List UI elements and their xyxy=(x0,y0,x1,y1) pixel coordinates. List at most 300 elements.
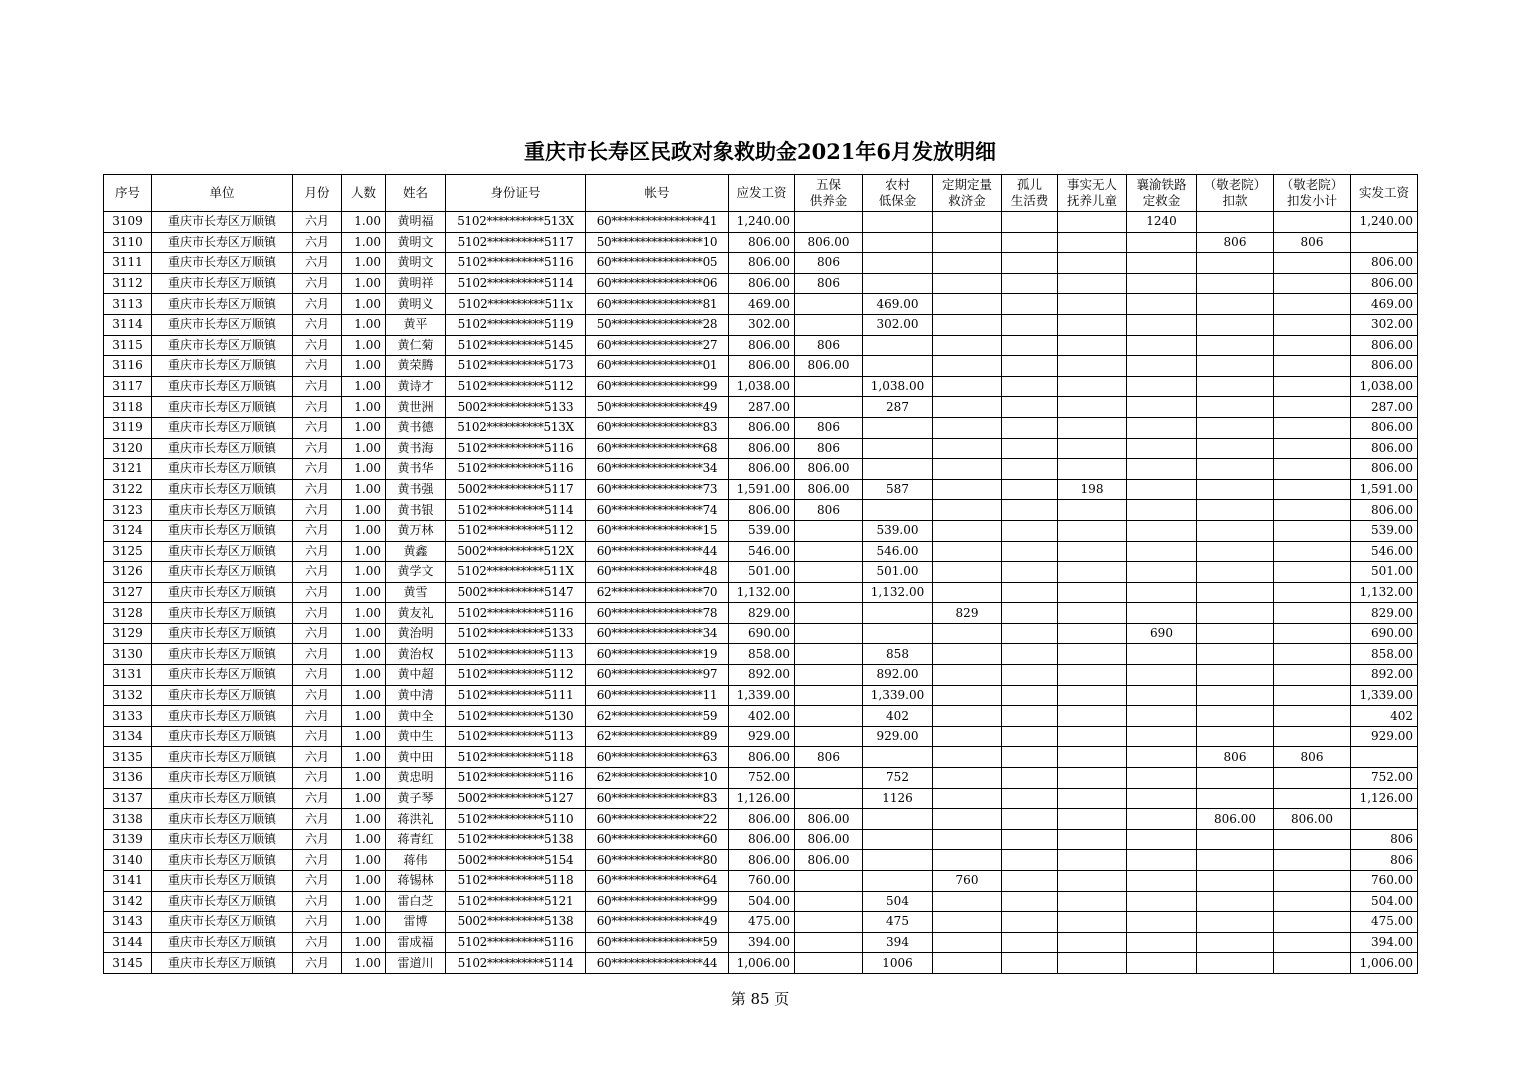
cell-payable: 829.00 xyxy=(729,603,795,624)
cell-xiangyu xyxy=(1127,788,1197,809)
cell-unit: 重庆市长寿区万顺镇 xyxy=(152,417,293,438)
cell-guer xyxy=(1002,953,1058,974)
cell-id: 5002**********5117 xyxy=(446,479,586,500)
cell-shishi xyxy=(1058,747,1127,768)
cell-account: 60****************83 xyxy=(586,788,729,809)
cell-id: 5102**********5116 xyxy=(446,768,586,789)
column-header-jlyff: （敬老院） 扣发小计 xyxy=(1274,175,1351,212)
cell-jlyff xyxy=(1274,871,1351,892)
cell-account: 60****************44 xyxy=(586,541,729,562)
cell-name: 黄明义 xyxy=(386,294,446,315)
cell-actual: 394.00 xyxy=(1351,932,1418,953)
cell-dingqi xyxy=(933,891,1002,912)
cell-month: 六月 xyxy=(293,706,342,727)
cell-wubao xyxy=(795,726,863,747)
cell-id: 5102**********5112 xyxy=(446,520,586,541)
cell-wubao: 806.00 xyxy=(795,459,863,480)
cell-count: 1.00 xyxy=(342,438,386,459)
cell-account: 60****************11 xyxy=(586,685,729,706)
cell-shishi xyxy=(1058,871,1127,892)
cell-actual: 806.00 xyxy=(1351,459,1418,480)
cell-dingqi xyxy=(933,809,1002,830)
cell-unit: 重庆市长寿区万顺镇 xyxy=(152,562,293,583)
cell-guer xyxy=(1002,500,1058,521)
cell-wubao xyxy=(795,623,863,644)
cell-shishi xyxy=(1058,253,1127,274)
cell-xiangyu xyxy=(1127,232,1197,253)
cell-jlykk xyxy=(1197,850,1274,871)
cell-payable: 475.00 xyxy=(729,912,795,933)
table-row xyxy=(104,541,1418,562)
cell-seq: 3139 xyxy=(104,829,152,850)
cell-dibao: 469.00 xyxy=(863,294,933,315)
cell-count: 1.00 xyxy=(342,871,386,892)
cell-unit: 重庆市长寿区万顺镇 xyxy=(152,850,293,871)
cell-count: 1.00 xyxy=(342,685,386,706)
table-row xyxy=(104,459,1418,480)
cell-payable: 546.00 xyxy=(729,541,795,562)
table-row xyxy=(104,438,1418,459)
cell-seq: 3122 xyxy=(104,479,152,500)
cell-seq: 3113 xyxy=(104,294,152,315)
cell-account: 60****************64 xyxy=(586,871,729,892)
cell-shishi xyxy=(1058,500,1127,521)
column-header-seq: 序号 xyxy=(104,175,152,212)
cell-id: 5102**********5114 xyxy=(446,953,586,974)
cell-shishi xyxy=(1058,335,1127,356)
table-row xyxy=(104,582,1418,603)
cell-jlykk xyxy=(1197,294,1274,315)
cell-dingqi xyxy=(933,726,1002,747)
cell-dibao xyxy=(863,335,933,356)
cell-xiangyu xyxy=(1127,376,1197,397)
cell-seq: 3142 xyxy=(104,891,152,912)
cell-guer xyxy=(1002,829,1058,850)
cell-name: 黄明福 xyxy=(386,212,446,233)
cell-actual: 858.00 xyxy=(1351,644,1418,665)
cell-dibao: 1006 xyxy=(863,953,933,974)
cell-jlyff xyxy=(1274,376,1351,397)
cell-guer xyxy=(1002,706,1058,727)
cell-guer xyxy=(1002,314,1058,335)
cell-seq: 3145 xyxy=(104,953,152,974)
cell-dibao: 546.00 xyxy=(863,541,933,562)
column-header-id: 身份证号 xyxy=(446,175,586,212)
header-row xyxy=(104,175,1418,212)
cell-shishi xyxy=(1058,314,1127,335)
cell-unit: 重庆市长寿区万顺镇 xyxy=(152,232,293,253)
cell-dibao: 587 xyxy=(863,479,933,500)
cell-name: 黄中清 xyxy=(386,685,446,706)
cell-name: 黄平 xyxy=(386,314,446,335)
column-header-guer: 孤儿 生活费 xyxy=(1002,175,1058,212)
cell-name: 黄中生 xyxy=(386,726,446,747)
cell-name: 黄明文 xyxy=(386,253,446,274)
cell-actual xyxy=(1351,809,1418,830)
cell-jlykk xyxy=(1197,356,1274,377)
table-row xyxy=(104,562,1418,583)
cell-dingqi xyxy=(933,253,1002,274)
relief-payment-table xyxy=(103,174,1418,974)
table-row xyxy=(104,417,1418,438)
cell-account: 60****************44 xyxy=(586,953,729,974)
cell-count: 1.00 xyxy=(342,829,386,850)
cell-jlyff xyxy=(1274,459,1351,480)
cell-seq: 3138 xyxy=(104,809,152,830)
cell-payable: 806.00 xyxy=(729,809,795,830)
cell-payable: 806.00 xyxy=(729,459,795,480)
cell-id: 5102**********5118 xyxy=(446,747,586,768)
cell-name: 蒋青红 xyxy=(386,829,446,850)
cell-unit: 重庆市长寿区万顺镇 xyxy=(152,438,293,459)
cell-payable: 806.00 xyxy=(729,232,795,253)
cell-month: 六月 xyxy=(293,479,342,500)
cell-dingqi xyxy=(933,356,1002,377)
cell-count: 1.00 xyxy=(342,809,386,830)
cell-actual: 806.00 xyxy=(1351,253,1418,274)
cell-seq: 3129 xyxy=(104,623,152,644)
cell-payable: 402.00 xyxy=(729,706,795,727)
cell-seq: 3135 xyxy=(104,747,152,768)
cell-name: 黄明文 xyxy=(386,232,446,253)
cell-actual: 806.00 xyxy=(1351,438,1418,459)
cell-unit: 重庆市长寿区万顺镇 xyxy=(152,541,293,562)
cell-xiangyu xyxy=(1127,850,1197,871)
cell-actual: 539.00 xyxy=(1351,520,1418,541)
cell-dibao xyxy=(863,747,933,768)
cell-dingqi xyxy=(933,582,1002,603)
cell-month: 六月 xyxy=(293,850,342,871)
cell-month: 六月 xyxy=(293,747,342,768)
cell-name: 黄世洲 xyxy=(386,397,446,418)
cell-dingqi xyxy=(933,438,1002,459)
table-row xyxy=(104,314,1418,335)
cell-payable: 1,591.00 xyxy=(729,479,795,500)
cell-account: 50****************49 xyxy=(586,397,729,418)
cell-count: 1.00 xyxy=(342,603,386,624)
cell-jlyff xyxy=(1274,850,1351,871)
cell-jlykk xyxy=(1197,459,1274,480)
cell-guer xyxy=(1002,417,1058,438)
column-header-shishi: 事实无人 抚养儿童 xyxy=(1058,175,1127,212)
cell-jlyff xyxy=(1274,273,1351,294)
cell-jlyff xyxy=(1274,397,1351,418)
cell-guer xyxy=(1002,459,1058,480)
cell-actual: 1,038.00 xyxy=(1351,376,1418,397)
cell-wubao: 806.00 xyxy=(795,232,863,253)
cell-jlykk xyxy=(1197,541,1274,562)
cell-name: 雷道川 xyxy=(386,953,446,974)
cell-shishi xyxy=(1058,562,1127,583)
column-header-dibao: 农村 低保金 xyxy=(863,175,933,212)
cell-seq: 3115 xyxy=(104,335,152,356)
cell-xiangyu xyxy=(1127,809,1197,830)
cell-id: 5002**********5154 xyxy=(446,850,586,871)
cell-guer xyxy=(1002,809,1058,830)
table-row xyxy=(104,788,1418,809)
cell-name: 黄鑫 xyxy=(386,541,446,562)
cell-seq: 3144 xyxy=(104,932,152,953)
cell-payable: 539.00 xyxy=(729,520,795,541)
cell-shishi xyxy=(1058,829,1127,850)
cell-seq: 3128 xyxy=(104,603,152,624)
cell-guer xyxy=(1002,212,1058,233)
cell-dingqi xyxy=(933,520,1002,541)
cell-shishi xyxy=(1058,788,1127,809)
cell-count: 1.00 xyxy=(342,459,386,480)
cell-count: 1.00 xyxy=(342,294,386,315)
cell-wubao xyxy=(795,768,863,789)
cell-wubao: 806.00 xyxy=(795,479,863,500)
cell-payable: 806.00 xyxy=(729,335,795,356)
cell-dingqi xyxy=(933,912,1002,933)
cell-payable: 806.00 xyxy=(729,500,795,521)
cell-shishi xyxy=(1058,644,1127,665)
cell-id: 5102**********511X xyxy=(446,562,586,583)
cell-xiangyu xyxy=(1127,335,1197,356)
cell-jlykk xyxy=(1197,788,1274,809)
cell-dibao xyxy=(863,253,933,274)
cell-dibao xyxy=(863,232,933,253)
cell-dingqi xyxy=(933,335,1002,356)
cell-jlykk xyxy=(1197,644,1274,665)
cell-jlykk xyxy=(1197,438,1274,459)
cell-guer xyxy=(1002,871,1058,892)
cell-guer xyxy=(1002,397,1058,418)
column-header-payable: 应发工资 xyxy=(729,175,795,212)
cell-month: 六月 xyxy=(293,871,342,892)
cell-account: 60****************99 xyxy=(586,891,729,912)
cell-count: 1.00 xyxy=(342,376,386,397)
cell-payable: 501.00 xyxy=(729,562,795,583)
cell-id: 5102**********5113 xyxy=(446,644,586,665)
cell-actual: 752.00 xyxy=(1351,768,1418,789)
cell-unit: 重庆市长寿区万顺镇 xyxy=(152,397,293,418)
cell-dingqi xyxy=(933,562,1002,583)
cell-actual: 690.00 xyxy=(1351,623,1418,644)
cell-guer xyxy=(1002,335,1058,356)
cell-dibao xyxy=(863,438,933,459)
cell-jlyff xyxy=(1274,768,1351,789)
cell-dibao: 858 xyxy=(863,644,933,665)
cell-count: 1.00 xyxy=(342,623,386,644)
cell-id: 5102**********5116 xyxy=(446,459,586,480)
cell-account: 50****************28 xyxy=(586,314,729,335)
cell-dibao xyxy=(863,356,933,377)
cell-count: 1.00 xyxy=(342,500,386,521)
cell-dibao xyxy=(863,850,933,871)
cell-xiangyu xyxy=(1127,891,1197,912)
cell-count: 1.00 xyxy=(342,397,386,418)
cell-month: 六月 xyxy=(293,397,342,418)
cell-month: 六月 xyxy=(293,541,342,562)
cell-unit: 重庆市长寿区万顺镇 xyxy=(152,829,293,850)
cell-dingqi xyxy=(933,417,1002,438)
cell-actual: 806 xyxy=(1351,850,1418,871)
cell-seq: 3143 xyxy=(104,912,152,933)
cell-jlykk xyxy=(1197,253,1274,274)
table-row xyxy=(104,665,1418,686)
cell-dingqi xyxy=(933,932,1002,953)
cell-month: 六月 xyxy=(293,212,342,233)
cell-actual: 469.00 xyxy=(1351,294,1418,315)
cell-id: 5102**********513X xyxy=(446,212,586,233)
cell-jlykk xyxy=(1197,685,1274,706)
cell-account: 60****************68 xyxy=(586,438,729,459)
cell-payable: 1,339.00 xyxy=(729,685,795,706)
cell-id: 5102**********5116 xyxy=(446,438,586,459)
table-row xyxy=(104,768,1418,789)
cell-unit: 重庆市长寿区万顺镇 xyxy=(152,891,293,912)
cell-guer xyxy=(1002,520,1058,541)
cell-xiangyu xyxy=(1127,356,1197,377)
cell-dingqi xyxy=(933,314,1002,335)
cell-actual: 806.00 xyxy=(1351,356,1418,377)
table-row xyxy=(104,603,1418,624)
cell-actual: 806.00 xyxy=(1351,335,1418,356)
cell-wubao xyxy=(795,603,863,624)
cell-dibao xyxy=(863,623,933,644)
cell-account: 60****************60 xyxy=(586,829,729,850)
table-row xyxy=(104,829,1418,850)
cell-dingqi xyxy=(933,273,1002,294)
cell-xiangyu xyxy=(1127,520,1197,541)
table-row xyxy=(104,335,1418,356)
cell-count: 1.00 xyxy=(342,788,386,809)
cell-account: 60****************01 xyxy=(586,356,729,377)
cell-wubao xyxy=(795,871,863,892)
cell-actual: 760.00 xyxy=(1351,871,1418,892)
cell-id: 5102**********5121 xyxy=(446,891,586,912)
cell-jlyff xyxy=(1274,788,1351,809)
cell-month: 六月 xyxy=(293,953,342,974)
cell-shishi xyxy=(1058,665,1127,686)
cell-jlyff xyxy=(1274,829,1351,850)
cell-id: 5102**********513X xyxy=(446,417,586,438)
cell-account: 60****************27 xyxy=(586,335,729,356)
cell-month: 六月 xyxy=(293,726,342,747)
cell-jlyff xyxy=(1274,562,1351,583)
cell-id: 5102**********5145 xyxy=(446,335,586,356)
cell-account: 60****************06 xyxy=(586,273,729,294)
cell-unit: 重庆市长寿区万顺镇 xyxy=(152,706,293,727)
table-row xyxy=(104,500,1418,521)
cell-name: 黄万林 xyxy=(386,520,446,541)
table-row xyxy=(104,397,1418,418)
cell-name: 黄书海 xyxy=(386,438,446,459)
cell-count: 1.00 xyxy=(342,356,386,377)
cell-unit: 重庆市长寿区万顺镇 xyxy=(152,768,293,789)
cell-unit: 重庆市长寿区万顺镇 xyxy=(152,273,293,294)
cell-wubao xyxy=(795,953,863,974)
cell-seq: 3111 xyxy=(104,253,152,274)
cell-month: 六月 xyxy=(293,500,342,521)
cell-unit: 重庆市长寿区万顺镇 xyxy=(152,376,293,397)
cell-shishi xyxy=(1058,520,1127,541)
cell-wubao: 806.00 xyxy=(795,850,863,871)
cell-id: 5102**********5117 xyxy=(446,232,586,253)
column-header-dingqi: 定期定量 救济金 xyxy=(933,175,1002,212)
cell-id: 5102**********511x xyxy=(446,294,586,315)
cell-count: 1.00 xyxy=(342,891,386,912)
cell-account: 60****************34 xyxy=(586,459,729,480)
cell-seq: 3123 xyxy=(104,500,152,521)
cell-id: 5002**********512X xyxy=(446,541,586,562)
cell-account: 60****************74 xyxy=(586,500,729,521)
cell-seq: 3117 xyxy=(104,376,152,397)
cell-actual: 829.00 xyxy=(1351,603,1418,624)
cell-wubao: 806.00 xyxy=(795,829,863,850)
cell-seq: 3130 xyxy=(104,644,152,665)
cell-month: 六月 xyxy=(293,932,342,953)
cell-guer xyxy=(1002,912,1058,933)
table-row xyxy=(104,376,1418,397)
cell-id: 5102**********5112 xyxy=(446,376,586,397)
cell-month: 六月 xyxy=(293,685,342,706)
cell-unit: 重庆市长寿区万顺镇 xyxy=(152,726,293,747)
cell-id: 5102**********5138 xyxy=(446,829,586,850)
cell-seq: 3110 xyxy=(104,232,152,253)
cell-shishi xyxy=(1058,932,1127,953)
cell-shishi xyxy=(1058,850,1127,871)
cell-name: 黄书银 xyxy=(386,500,446,521)
cell-actual: 1,006.00 xyxy=(1351,953,1418,974)
table-row xyxy=(104,912,1418,933)
cell-actual: 806 xyxy=(1351,829,1418,850)
cell-jlyff xyxy=(1274,665,1351,686)
table-row xyxy=(104,253,1418,274)
cell-dibao: 402 xyxy=(863,706,933,727)
cell-guer xyxy=(1002,356,1058,377)
cell-id: 5102**********5113 xyxy=(446,726,586,747)
cell-month: 六月 xyxy=(293,665,342,686)
cell-seq: 3116 xyxy=(104,356,152,377)
table-row xyxy=(104,479,1418,500)
cell-jlykk xyxy=(1197,665,1274,686)
cell-jlyff: 806.00 xyxy=(1274,809,1351,830)
cell-seq: 3141 xyxy=(104,871,152,892)
cell-count: 1.00 xyxy=(342,232,386,253)
cell-dingqi xyxy=(933,479,1002,500)
cell-count: 1.00 xyxy=(342,273,386,294)
cell-unit: 重庆市长寿区万顺镇 xyxy=(152,788,293,809)
cell-dingqi xyxy=(933,768,1002,789)
cell-month: 六月 xyxy=(293,788,342,809)
cell-wubao xyxy=(795,562,863,583)
cell-count: 1.00 xyxy=(342,912,386,933)
cell-name: 黄中超 xyxy=(386,665,446,686)
cell-dingqi xyxy=(933,459,1002,480)
cell-seq: 3137 xyxy=(104,788,152,809)
cell-guer xyxy=(1002,644,1058,665)
cell-shishi xyxy=(1058,891,1127,912)
cell-dibao: 504 xyxy=(863,891,933,912)
cell-month: 六月 xyxy=(293,644,342,665)
cell-unit: 重庆市长寿区万顺镇 xyxy=(152,809,293,830)
cell-dingqi xyxy=(933,397,1002,418)
cell-id: 5102**********5118 xyxy=(446,871,586,892)
cell-jlyff xyxy=(1274,953,1351,974)
cell-dibao: 287 xyxy=(863,397,933,418)
cell-dingqi xyxy=(933,665,1002,686)
cell-guer xyxy=(1002,665,1058,686)
cell-unit: 重庆市长寿区万顺镇 xyxy=(152,500,293,521)
cell-jlykk xyxy=(1197,582,1274,603)
cell-dibao xyxy=(863,212,933,233)
column-header-jlykk: （敬老院） 扣款 xyxy=(1197,175,1274,212)
page-title: 重庆市长寿区民政对象救助金2021年6月发放明细 xyxy=(523,139,997,164)
cell-jlyff xyxy=(1274,623,1351,644)
